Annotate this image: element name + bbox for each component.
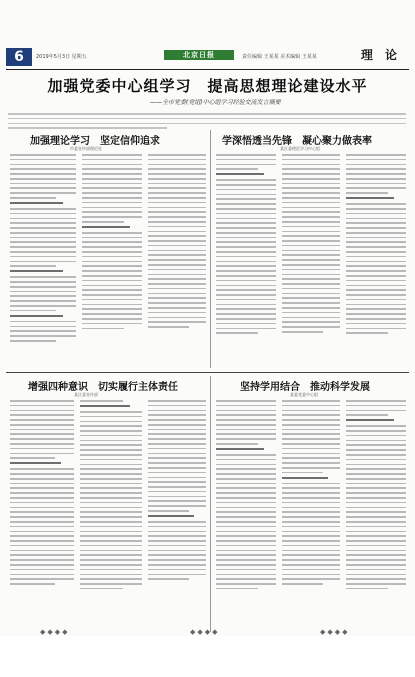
article-author-4: 某委党委中心组 bbox=[290, 392, 318, 397]
intro-paragraph bbox=[8, 113, 406, 132]
article-author-1: 市委宣传部理论处 bbox=[70, 146, 102, 151]
footer-marker-mid: ◆◆◆◆ bbox=[190, 628, 220, 636]
paper-logo: 北京日报 bbox=[164, 50, 234, 60]
article-4-column-2 bbox=[282, 400, 340, 588]
page-title: 加强党委中心组学习 提高思想理论建设水平 bbox=[47, 77, 368, 95]
footer-marker-right: ◆◆◆◆ bbox=[320, 628, 350, 636]
article-1-column-3 bbox=[148, 154, 206, 331]
footer-marker-left: ◆◆◆◆ bbox=[40, 628, 70, 636]
center-divider bbox=[210, 130, 211, 368]
masthead bbox=[6, 48, 409, 68]
masthead-rule bbox=[6, 69, 409, 70]
editor-info: 责任编辑 王某某 美术编辑 王某某 bbox=[242, 54, 317, 60]
article-1-column-1 bbox=[10, 154, 76, 345]
page-number: 6 bbox=[6, 48, 32, 66]
page-subtitle: ——全市党委(党组)中心组学习经验交流发言摘要 bbox=[150, 99, 281, 106]
article-3-column-2 bbox=[80, 400, 142, 593]
section-divider bbox=[6, 372, 409, 373]
page-bottom-margin bbox=[0, 636, 415, 677]
article-2-column-2 bbox=[282, 154, 340, 336]
article-4-column-1 bbox=[216, 400, 276, 593]
center-divider-lower bbox=[210, 376, 211, 632]
article-3-column-1 bbox=[10, 400, 74, 588]
article-title-4: 坚持学用结合 推动科学发展 bbox=[240, 382, 370, 393]
article-4-column-3 bbox=[346, 400, 406, 593]
article-author-3: 某区委宣传部 bbox=[74, 392, 98, 397]
article-2-column-3 bbox=[346, 154, 406, 337]
article-author-2: 某区委理论学习中心组 bbox=[280, 146, 320, 151]
article-title-2: 学深悟透当先锋 凝心聚力做表率 bbox=[222, 136, 372, 147]
article-3-column-3 bbox=[148, 400, 206, 583]
article-title-3: 增强四种意识 切实履行主体责任 bbox=[28, 382, 178, 393]
article-title-1: 加强理论学习 坚定信仰追求 bbox=[30, 136, 160, 147]
section-name: 理 论 bbox=[360, 48, 401, 62]
date-info: 2019年5月3日 星期五 bbox=[36, 54, 87, 60]
article-2-column-1 bbox=[216, 154, 276, 337]
article-1-column-2 bbox=[82, 154, 142, 332]
